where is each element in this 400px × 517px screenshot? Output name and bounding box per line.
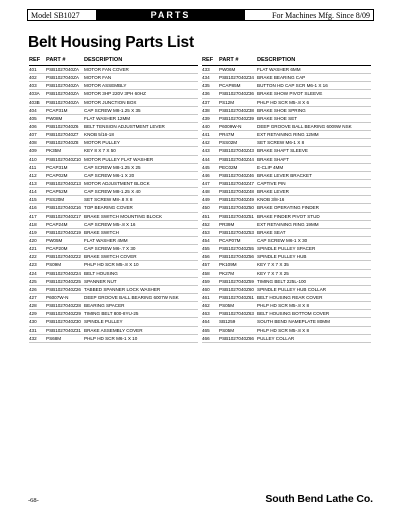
description-cell: BRAKE SHAFT [257, 156, 289, 162]
parts-table-left [29, 56, 198, 343]
ref-cell: 451 [202, 213, 210, 219]
part-number-cell: PSB1027040Z24 [46, 270, 81, 276]
table-row [29, 327, 198, 335]
part-number-cell: PSB1027040Z19 [46, 229, 81, 235]
part-number-cell: PR39M [219, 221, 235, 227]
table-row [202, 286, 371, 294]
description-cell: CAP SCREW M8-1.25 X 35 [84, 107, 141, 113]
ref-cell: 410 [29, 156, 37, 162]
table-row [29, 221, 198, 229]
part-number-cell: PSB1027040ZA [46, 99, 79, 105]
table-row [202, 310, 371, 318]
ref-cell: 413 [29, 180, 37, 186]
description-cell: SOUTH BEND NAMEPLATE 80MM [257, 319, 330, 325]
description-cell: BRAKE LEVER BRACKET [257, 172, 312, 178]
ref-cell: 460 [202, 286, 210, 292]
ref-cell: 450 [202, 205, 210, 211]
ref-cell: 425 [29, 278, 37, 284]
table-row [202, 196, 371, 204]
part-number-cell: PSB1027040ZA [46, 75, 79, 81]
description-cell: MOTOR PULLEY [84, 140, 120, 146]
table-row [29, 196, 198, 204]
machines-label: For Machines Mfg. Since 8/09 [272, 10, 370, 20]
table-row [202, 147, 371, 155]
column-header-ref: REF [29, 57, 41, 63]
ref-cell: 422 [29, 254, 37, 260]
description-cell: DEEP GROOVE BALL BEARING 6007W NSK [84, 294, 179, 300]
part-number-cell: PSB1027040ZA [46, 91, 79, 97]
part-number-cell: PSB1027040Z61 [219, 294, 254, 300]
part-number-cell: PK27M [219, 270, 235, 276]
description-cell: CAP SCREW M5-.8 X 16 [84, 221, 136, 227]
table-row [202, 82, 371, 90]
table-row [29, 164, 198, 172]
ref-cell: 423 [29, 262, 37, 268]
part-number-cell: PSB1027040Z36 [219, 91, 254, 97]
description-cell: KEY 8 X 7 X 50 [84, 148, 116, 154]
description-cell: SPINDLE PULLEY [84, 319, 123, 325]
ref-cell: 434 [202, 75, 210, 81]
ref-cell: 418 [29, 221, 37, 227]
table-row [29, 318, 198, 326]
part-number-cell: PSB1027040Z38 [219, 107, 254, 113]
table-row [29, 294, 198, 302]
description-cell: BRAKE LEVER [257, 189, 289, 195]
description-cell: KEY 7 X 7 X 25 [257, 270, 289, 276]
ref-cell: 414 [29, 189, 37, 195]
ref-cell: 421 [29, 246, 37, 252]
ref-cell: 426 [29, 286, 37, 292]
description-cell: BRAKE SHOE SPRING [257, 107, 306, 113]
table-row [202, 115, 371, 123]
part-number-cell: PSB1027040Z48 [219, 189, 254, 195]
part-number-cell: PSB1027040Z66 [219, 335, 254, 341]
part-number-cell: PSB1027040ZA [46, 67, 79, 72]
description-cell: MOTOR 3HP 220V 3PH 60HZ [84, 91, 146, 97]
description-cell: DEEP GROOVE BALL BEARING 6009W NSK [257, 123, 352, 129]
description-cell: KEY 7 X 7 X 35 [257, 262, 289, 268]
column-header-description: DESCRIPTION [257, 57, 296, 63]
ref-cell: 437 [202, 99, 210, 105]
table-row [202, 131, 371, 139]
description-cell: SPINDLE PULLEY HUB COLLAR [257, 286, 327, 292]
table-row [29, 229, 198, 237]
ref-cell: 454 [202, 237, 210, 243]
part-number-cell: PSS20M [46, 197, 65, 203]
part-number-cell: PCAP07M [219, 237, 241, 243]
part-number-cell: PSB1027040Z51 [219, 213, 254, 219]
description-cell: BUTTON HD CAP SCR M6-1 X 16 [257, 83, 328, 89]
ref-cell: 447 [202, 180, 210, 186]
description-cell: SET SCREW M6-1 X 8 [257, 140, 305, 146]
ref-cell: 403 [29, 83, 37, 89]
ref-cell: 406 [29, 123, 37, 129]
brand-logo: South Bend Lathe Co. [265, 493, 373, 505]
part-number-cell: PCAP85M [219, 83, 241, 89]
description-cell: BELT HOUSING REAR COVER [257, 294, 323, 300]
ref-cell: 417 [29, 213, 37, 219]
part-number-cell: PSB1027040Z28 [46, 303, 81, 309]
ref-cell: 416 [29, 205, 37, 211]
part-number-cell: PR47M [219, 132, 235, 138]
ref-cell: 419 [29, 229, 37, 235]
ref-cell: 463 [202, 311, 210, 317]
table-row [29, 335, 198, 343]
part-number-cell: PCAP02M [46, 172, 68, 178]
description-cell: BRAKE ASSEMBLY COVER [84, 327, 143, 333]
description-cell: BEARING SPACER [84, 303, 125, 309]
page-header [27, 9, 374, 21]
table-row [29, 310, 198, 318]
ref-cell: 409 [29, 148, 37, 154]
part-number-cell: PSB1027040Z55 [219, 246, 254, 252]
table-row [202, 107, 371, 115]
part-number-cell: PS68M [46, 335, 62, 341]
description-cell: PHLP HD SCR M5-.8 X 8 [257, 303, 309, 309]
description-cell: PHLP HD SCR M5-.8 X 8 [257, 327, 309, 333]
part-number-cell: PSB1027040ZA [46, 83, 79, 89]
table-row [29, 107, 198, 115]
table-row [29, 147, 198, 155]
ref-cell: 452 [202, 221, 210, 227]
ref-cell: 457 [202, 262, 210, 268]
description-cell: BRAKE SHAFT SLEEVE [257, 148, 308, 154]
description-cell: MOTOR PULLEY FLAT WASHER [84, 156, 154, 162]
table-row [202, 270, 371, 278]
ref-cell: 420 [29, 237, 37, 243]
part-number-cell: PSB1027040Z8 [46, 140, 79, 146]
table-row [202, 180, 371, 188]
ref-cell: 456 [202, 254, 210, 260]
table-row [202, 74, 371, 82]
description-cell: BRAKE BEARING CAP [257, 75, 306, 81]
parts-table-right [202, 56, 371, 343]
ref-cell: 401 [29, 67, 37, 72]
table-row [29, 302, 198, 310]
part-number-cell: PSB1027040Z44 [219, 156, 254, 162]
part-number-cell: PSB1027040Z17 [46, 213, 81, 219]
ref-cell: 455 [202, 246, 210, 252]
table-row [29, 188, 198, 196]
part-number-cell: PW08M [46, 115, 63, 121]
part-number-cell: PSB1027040Z56 [219, 254, 254, 260]
description-cell: TABBED SPANNER LOCK WASHER [84, 286, 161, 292]
part-number-cell: PSB1027040Z63 [219, 311, 254, 317]
ref-cell: 407 [29, 132, 37, 138]
part-number-cell: PS09M [46, 262, 62, 268]
ref-cell: 430 [29, 319, 37, 325]
table-row [202, 245, 371, 253]
table-row [29, 99, 198, 107]
table-row [29, 261, 198, 269]
part-number-cell: PSB1027040Z29 [46, 311, 81, 317]
description-cell: KNOB 3/8-16 [257, 197, 285, 203]
table-row [202, 221, 371, 229]
ref-cell: 438 [202, 107, 210, 113]
table-row [29, 131, 198, 139]
ref-cell: 462 [202, 303, 210, 309]
description-cell: BRAKE OPERATING FINDER [257, 205, 319, 211]
table-header [202, 56, 371, 66]
ref-cell: 459 [202, 278, 210, 284]
description-cell: PHLP HD SCR M5-.8 X 6 [257, 99, 309, 105]
part-number-cell: PSB1027040Z59 [219, 278, 254, 284]
part-number-cell: PCAP31M [46, 164, 68, 170]
table-row [202, 294, 371, 302]
table-row [29, 123, 198, 131]
ref-cell: 464 [202, 319, 210, 325]
description-cell: SPANNER NUT [84, 278, 117, 284]
table-row [29, 180, 198, 188]
description-cell: BRAKE SEAT [257, 229, 286, 235]
ref-cell: 415 [29, 197, 37, 203]
table-row [29, 237, 198, 245]
ref-cell: 431 [29, 327, 37, 333]
ref-cell: 436 [202, 91, 210, 97]
part-number-cell: PSB1027040Z10 [46, 156, 81, 162]
table-row [202, 188, 371, 196]
ref-cell: 424 [29, 270, 37, 276]
table-row [29, 245, 198, 253]
table-row [202, 90, 371, 98]
table-row [29, 278, 198, 286]
description-cell: TIMING BELT 225L-100 [257, 278, 307, 284]
part-number-cell: PSB1027040Z30 [46, 319, 81, 325]
part-number-cell: PSB1027040Z47 [219, 180, 254, 186]
table-row [29, 115, 198, 123]
ref-cell: 402 [29, 75, 37, 81]
column-header-description: DESCRIPTION [84, 57, 123, 63]
ref-cell: 432 [29, 335, 37, 341]
description-cell: CAP SCREW M8-1.25 X 25 [84, 164, 141, 170]
part-number-cell: PSB1027040Z39 [219, 115, 254, 121]
description-cell: CAP SCREW M6-.7 X 30 [84, 246, 136, 252]
ref-cell: 446 [202, 172, 210, 178]
description-cell: MOTOR ADJUSTMENT BLOCK [84, 180, 150, 186]
ref-cell: 445 [202, 164, 210, 170]
table-row [29, 270, 198, 278]
table-row [29, 139, 198, 147]
table-row [202, 204, 371, 212]
part-number-cell: PW05M [46, 237, 63, 243]
ref-cell: 408 [29, 140, 37, 146]
column-header-part: PART # [219, 57, 239, 63]
table-row [202, 302, 371, 310]
description-cell: EXT RETAINING RING 12MM [257, 132, 319, 138]
description-cell: BELT HOUSING [84, 270, 118, 276]
table-row [29, 286, 198, 294]
table-row [202, 318, 371, 326]
part-number-cell: PCAP52M [46, 189, 68, 195]
description-cell: FLAT WASHER 4MM [84, 237, 128, 243]
description-cell: BRAKE SWITCH [84, 229, 119, 235]
part-number-cell: PK35M [46, 148, 62, 154]
part-number-cell: PCAP24M [46, 221, 68, 227]
table-row [202, 172, 371, 180]
ref-cell: 443 [202, 148, 210, 154]
table-row [202, 139, 371, 147]
part-number-cell: PW06M [219, 67, 236, 72]
ref-cell: 412 [29, 172, 37, 178]
table-row [29, 90, 198, 98]
model-label: Model SB1027 [31, 10, 80, 20]
description-cell: FLAT WASHER 12MM [84, 115, 131, 121]
description-cell: MOTOR ASSEMBLY [84, 83, 127, 89]
part-number-cell: PSB1027040Z7 [46, 132, 79, 138]
description-cell: KNOB 5/16-18 [84, 132, 114, 138]
description-cell: TOP BEARING COVER [84, 205, 133, 211]
description-cell: BRAKE FINDER PIVOT STUD [257, 213, 320, 219]
table-row [202, 327, 371, 335]
description-cell: BRAKE SHOW PIVOT SLEEVE [257, 91, 323, 97]
description-cell: MOTOR FAN COVER [84, 67, 129, 72]
table-row [29, 213, 198, 221]
part-number-cell: PS05M [219, 327, 235, 333]
table-row [29, 204, 198, 212]
table-row [202, 278, 371, 286]
ref-cell: 428 [29, 303, 37, 309]
ref-cell: 403A [29, 91, 40, 97]
table-row [202, 123, 371, 131]
part-number-cell: PS12M [219, 99, 235, 105]
part-number-cell: PEC02M [219, 164, 238, 170]
description-cell: BELT TENSION ADJUSTMENT LEVER [84, 123, 165, 129]
part-number-cell: PSB1027040Z16 [46, 205, 81, 211]
page-number: -68- [28, 497, 39, 504]
table-row [202, 253, 371, 261]
part-number-cell: PSB1027040Z13 [46, 180, 81, 186]
ref-cell: 465 [202, 327, 210, 333]
ref-cell: 411 [29, 164, 37, 170]
part-number-cell: PSB1027040Z25 [46, 278, 81, 284]
table-row [29, 74, 198, 82]
part-number-cell: SB1259 [219, 319, 236, 325]
table-row [29, 66, 198, 74]
table-row [29, 156, 198, 164]
table-row [29, 82, 198, 90]
ref-cell: 440 [202, 123, 210, 129]
table-row [202, 237, 371, 245]
table-row [202, 156, 371, 164]
description-cell: SPINDLE PULLEY SPACER [257, 246, 316, 252]
part-number-cell: PK109M [219, 262, 237, 268]
description-cell: EXT RETAINING RING 19MM [257, 221, 319, 227]
part-number-cell: PSB1027040Z26 [46, 286, 81, 292]
part-number-cell: PSB1027040Z50 [219, 205, 254, 211]
description-cell: FLAT WASHER 6MM [257, 67, 301, 72]
ref-cell: 461 [202, 294, 210, 300]
part-number-cell: P6009W-N [219, 123, 242, 129]
description-cell: BRAKE SWITCH COVER [84, 254, 137, 260]
table-row [202, 164, 371, 172]
page-title: Belt Housing Parts List [28, 34, 194, 51]
table-row [29, 172, 198, 180]
column-header-ref: REF [202, 57, 214, 63]
description-cell: MOTOR FAN [84, 75, 112, 81]
description-cell: CAPTIVE PIN [257, 180, 286, 186]
ref-cell: 403B [29, 99, 40, 105]
ref-cell: 442 [202, 140, 210, 146]
description-cell: PULLEY COLLAR [257, 335, 295, 341]
description-cell: SET SCREW M8-.8 X 8 [84, 197, 133, 203]
ref-cell: 441 [202, 132, 210, 138]
ref-cell: 435 [202, 83, 210, 89]
ref-cell: 439 [202, 115, 210, 121]
ref-cell: 453 [202, 229, 210, 235]
part-number-cell: PSB1027040Z6 [46, 123, 79, 129]
table-row [202, 261, 371, 269]
ref-cell: 466 [202, 335, 210, 341]
part-number-cell: PSB1027040Z34 [219, 75, 254, 81]
description-cell: BRAKE SWITCH MOUNTING BLOCK [84, 213, 163, 219]
table-row [202, 213, 371, 221]
description-cell: PHLP HD SCR M5-.8 X 10 [84, 262, 139, 268]
table-row [202, 66, 371, 74]
table-header [29, 56, 198, 66]
description-cell: BRAKE SHOE SET [257, 115, 298, 121]
part-number-cell: PCAP31M [46, 107, 68, 113]
ref-cell: 404 [29, 107, 37, 113]
part-number-cell: P6007W-N [46, 294, 69, 300]
ref-cell: 429 [29, 311, 37, 317]
description-cell: MOTOR JUNCTION BOX [84, 99, 137, 105]
part-number-cell: PSB1027040Z46 [219, 172, 254, 178]
table-row [29, 253, 198, 261]
table-row [202, 229, 371, 237]
part-number-cell: PSB1027040Z22 [46, 254, 81, 260]
table-row [202, 99, 371, 107]
part-number-cell: PSB1027040Z49 [219, 197, 254, 203]
part-number-cell: PCAP20M [46, 246, 68, 252]
ref-cell: 458 [202, 270, 210, 276]
description-cell: BELT HOUSING BOTTOM COVER [257, 311, 330, 317]
description-cell: CAP SCREW M6-1 X 20 [84, 172, 135, 178]
part-number-cell: PSB1027040Z53 [219, 229, 254, 235]
description-cell: PHLP HD SCR M6-1 X 10 [84, 335, 138, 341]
part-number-cell: PSB1027040Z31 [46, 327, 81, 333]
ref-cell: 449 [202, 197, 210, 203]
part-number-cell: PSB1027040Z43 [219, 148, 254, 154]
part-number-cell: PSS02M [219, 140, 238, 146]
description-cell: SPINDLE PULLEY HUB [257, 254, 307, 260]
description-cell: E-CLIP 4MM [257, 164, 284, 170]
ref-cell: 405 [29, 115, 37, 121]
table-row [202, 335, 371, 343]
ref-cell: 448 [202, 189, 210, 195]
description-cell: TIMING BELT 800-8YU-25 [84, 311, 139, 317]
column-header-part: PART # [46, 57, 66, 63]
description-cell: CAP SCREW M8-1.25 X 40 [84, 189, 141, 195]
part-number-cell: PS05M [219, 303, 235, 309]
ref-cell: 433 [202, 67, 210, 72]
ref-cell: 444 [202, 156, 210, 162]
section-label: PARTS [96, 10, 245, 20]
part-number-cell: PSB1027040Z60 [219, 286, 254, 292]
ref-cell: 427 [29, 294, 37, 300]
description-cell: CAP SCREW M6-1 X 30 [257, 237, 308, 243]
